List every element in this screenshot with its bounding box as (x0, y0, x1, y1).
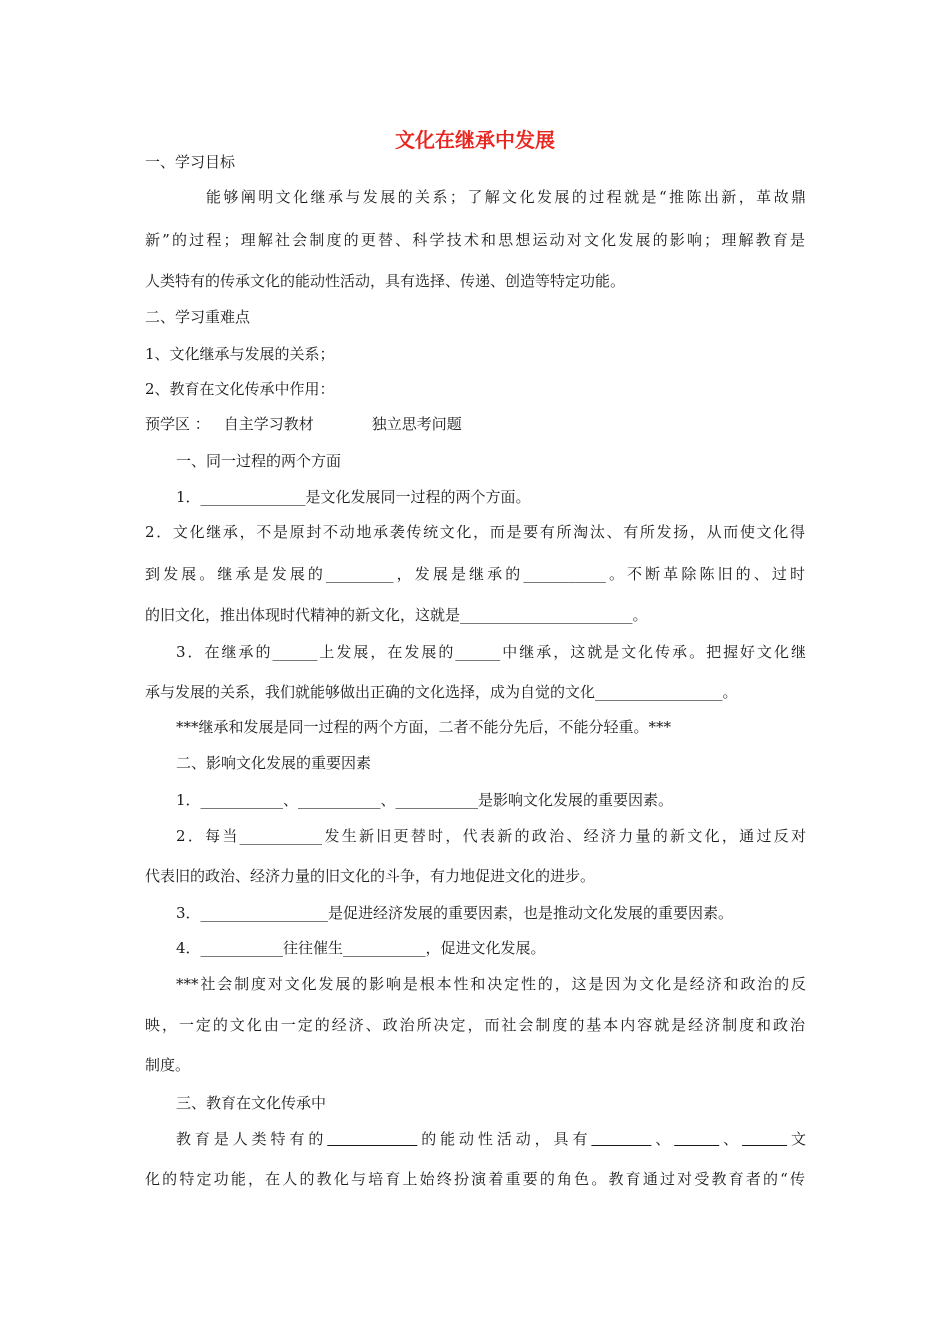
section-heading-goals: 一、学习目标 (145, 153, 236, 171)
goals-paragraph-line: 新”的过程；理解社会制度的更替、科学技术和思想运动对文化发展的影响；理解教育是 (145, 231, 805, 249)
question-line: 代表旧的政治、经济力量的旧文化的斗争，有力地促进文化的进步。 (145, 867, 596, 885)
part-heading: 二、影响文化发展的重要因素 (176, 754, 372, 772)
answer-blank (674, 1130, 719, 1148)
question-line: 3．在继承的______上发展，在发展的______中继承，这就是文化传承。把握好文化继 (176, 643, 806, 661)
prestudy-label: 预学区 ： (145, 415, 210, 433)
part-heading: 三、教育在文化传承中 (176, 1094, 327, 1112)
question-line: 1．______________是文化发展同一过程的两个方面。 (176, 488, 531, 506)
part-heading: 一、同一过程的两个方面 (176, 452, 342, 470)
note-line: 映，一定的文化由一定的经济、政治所决定，而社会制度的基本内容就是经济制度和政治 (145, 1016, 805, 1034)
question-line: 到发展。继承是发展的_________，发展是继承的___________。不断革除陈旧的、过时 (145, 565, 805, 583)
question-line: 2．每当___________发生新旧更替时，代表新的政治、经济力量的新文化，通过反对 (176, 827, 806, 845)
answer-blank (591, 1130, 651, 1148)
document-title: 文化在继承中发展 (395, 128, 555, 152)
goals-paragraph-line: 能够阐明文化继承与发展的关系；了解文化发展的过程就是“推陈出新，革故鼎 (206, 188, 806, 206)
keypoint-item: 2、教育在文化传承中作用： (145, 380, 335, 398)
question-line: 承与发展的关系，我们就能够做出正确的文化选择，成为自觉的文化_________________。 (145, 683, 738, 701)
answer-blank (742, 1130, 787, 1148)
question-line: 2．文化继承，不是原封不动地承袭传统文化，而是要有所淘汰、有所发扬，从而使文化得 (145, 523, 805, 541)
prestudy-task: 独立思考问题 (371, 415, 462, 433)
goals-paragraph-line: 人类特有的传承文化的能动性活动，具有选择、传递、创造等特定功能。 (145, 272, 626, 290)
question-line: 3．_________________是促进经济发展的重要因素，也是推动文化发展的重要因素。 (176, 904, 734, 922)
education-paragraph-line: 化的特定功能，在人的教化与培育上始终扮演着重要的角色。教育通过对受教育者的“传 (145, 1170, 805, 1188)
question-line: 4．___________往往催生___________，促进文化发展。 (176, 939, 546, 957)
question-line: 1．___________、___________、___________是影响文化发展的重要因素。 (176, 791, 674, 809)
note-line: 制度。 (145, 1056, 191, 1074)
prestudy-task: 自主学习教材 (223, 415, 314, 433)
note-line: ***继承和发展是同一过程的两个方面，二者不能分先后，不能分轻重。*** (176, 718, 672, 736)
section-heading-keypoints: 二、学习重难点 (145, 308, 251, 326)
prestudy-line (145, 414, 462, 434)
keypoint-item: 1、文化继承与发展的关系； (145, 345, 335, 363)
answer-blank (327, 1130, 417, 1148)
question-line: 的旧文化，推出体现时代精神的新文化，这就是_______________________。 (145, 606, 648, 624)
education-paragraph-line: 教育是人类特有的 的能动性活动，具有 、 、 文 (176, 1130, 806, 1148)
note-line: ***社会制度对文化发展的影响是根本性和决定性的，这是因为文化是经济和政治的反 (176, 975, 806, 993)
